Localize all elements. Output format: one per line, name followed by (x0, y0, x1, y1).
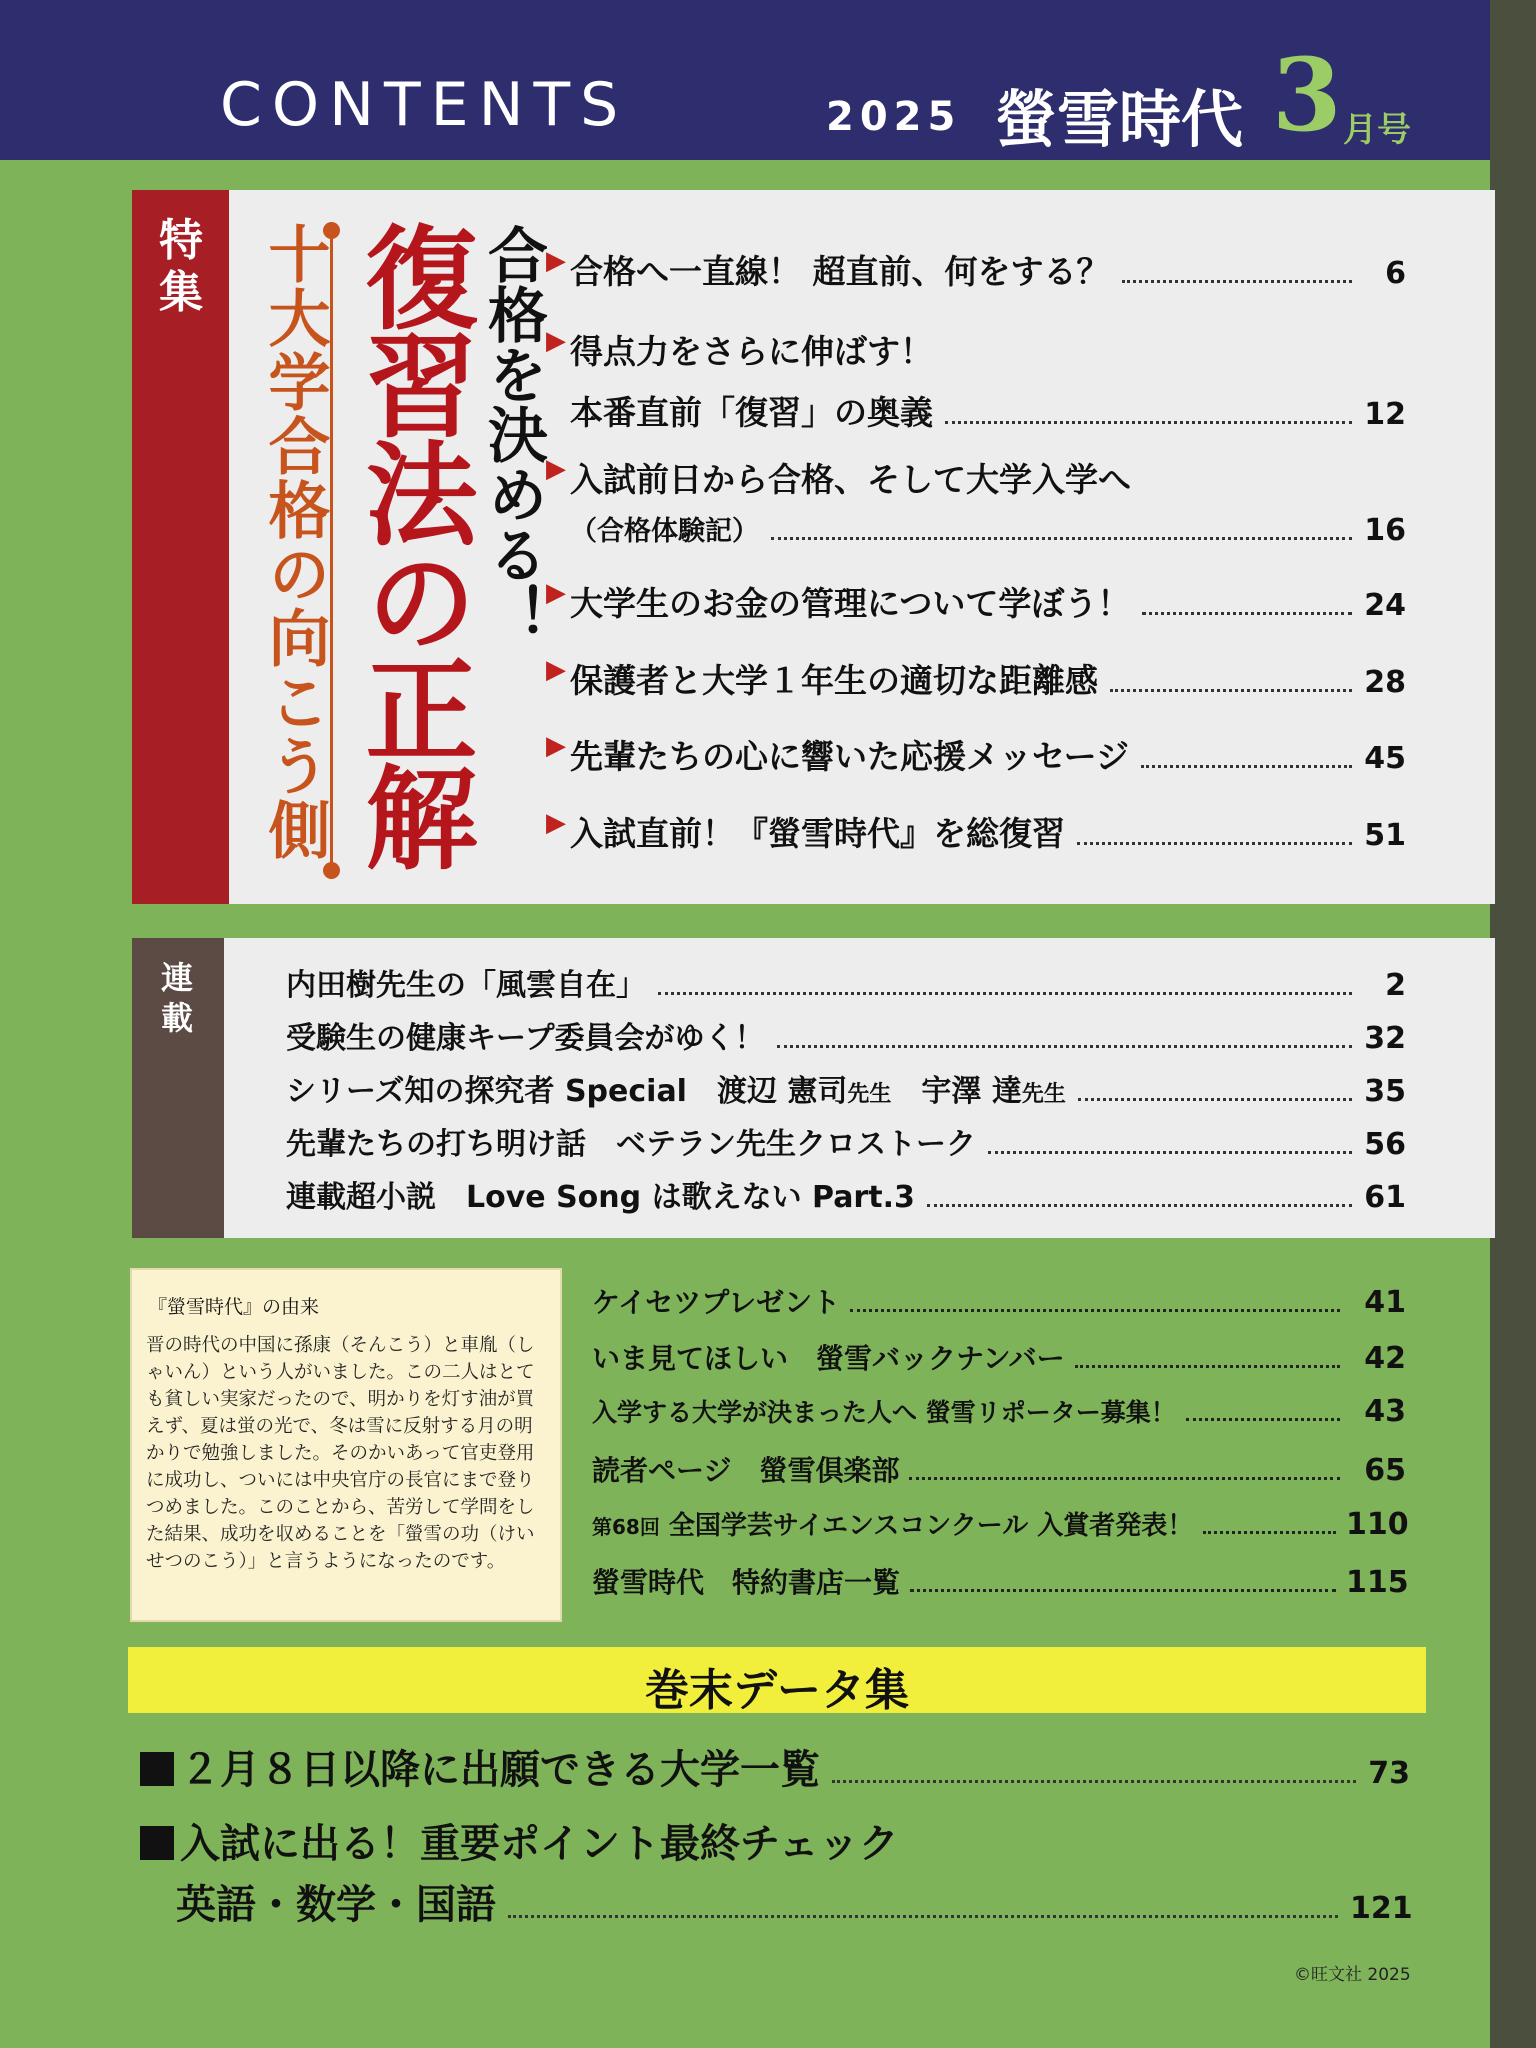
feature-item[interactable]: ▶ 得点力をさらに伸ばす！ 本番直前「復習」の奥義 12 (546, 326, 1406, 432)
serial-item[interactable]: 受験生の健康キープ委員会がゆく！ 32 (286, 1021, 1406, 1056)
issue-month: 3 (1272, 36, 1342, 154)
feature-title-lead: 合格を決める！ (478, 224, 548, 644)
square-bullet-icon (140, 1752, 174, 1786)
feature-item[interactable]: ▶ 先輩たちの心に響いた応援メッセージ 45 (546, 731, 1406, 776)
feature-title: 復習法の正解 (347, 220, 477, 868)
triangle-bullet-icon: ▶ (546, 246, 566, 276)
copyright: ©旺文社 2025 (1294, 1965, 1411, 1985)
triangle-bullet-icon: ▶ (546, 326, 566, 356)
name-origin-text: 晋の時代の中国に孫康（そんこう）と車胤（しゃいん）という人がいました。この二人はとても貧しい実家だったので、明かりを灯す油が買えず、夏は蛍の光で、冬は雪に反射する月の明かりで勉強しました。そのかいあって官吏登用に成功し、ついには中央官庁の長官にまで登りつめました。このことから、苦労して学問をした結果、成功を収めることを「螢雪の功（けいせつのこう）」と言うようになったのです。 (146, 1335, 535, 1572)
feature-item[interactable]: ▶ 保護者と大学１年生の適切な距離感 28 (546, 655, 1406, 700)
misc-item[interactable]: 螢雪時代 特約書店一覧 115 (592, 1565, 1409, 1600)
triangle-bullet-icon: ▶ (546, 731, 566, 761)
page-edge-shadow (1490, 0, 1536, 2048)
feature-item[interactable]: ▶ 大学生のお金の管理について学ぼう！ 24 (546, 578, 1406, 623)
triangle-bullet-icon: ▶ (546, 655, 566, 685)
triangle-bullet-icon: ▶ (546, 454, 566, 484)
divider-dot (323, 862, 340, 879)
misc-item[interactable]: 入学する大学が決まった人へ 螢雪リポーター募集！ 43 (592, 1394, 1406, 1429)
name-origin-title: 『螢雪時代』の由来 (148, 1296, 320, 1318)
issue-year: 2025 (826, 94, 962, 140)
data-item[interactable]: 入試に出る！重要ポイント最終チェック 英語・数学・国語 121 (140, 1812, 1410, 1930)
feature-item[interactable]: ▶ 合格へ一直線！ 超直前、何をする？ 6 (546, 246, 1406, 291)
misc-item[interactable]: ケイセツプレゼント 41 (592, 1285, 1406, 1320)
misc-item[interactable]: いま見てほしい 螢雪バックナンバー 42 (592, 1341, 1406, 1376)
feature-item[interactable]: ▶ 入試前日から合格、そして大学入学へ （合格体験記） 16 (546, 454, 1406, 548)
serial-item[interactable]: シリーズ知の探究者 Special 渡辺 憲司先生 宇澤 達先生 35 (286, 1074, 1406, 1109)
data-item[interactable]: ２月８日以降に出願できる大学一覧 73 (140, 1738, 1410, 1795)
contents-heading: CONTENTS (220, 70, 629, 140)
square-bullet-icon (140, 1826, 174, 1860)
serial-tab-label: 連 載 (160, 959, 193, 1037)
serial-item[interactable]: 先輩たちの打ち明け話 ベテラン先生クロストーク 56 (286, 1127, 1406, 1162)
serial-item[interactable]: 内田樹先生の「風雲自在」 2 (286, 968, 1406, 1003)
feature-subtitle: 十大学合格の向こう側 (258, 222, 331, 862)
data-section-title: 巻末データ集 (645, 1665, 909, 1716)
issue-month-suffix: 月号 (1343, 110, 1411, 150)
feature-item[interactable]: ▶ 入試直前！『螢雪時代』を総復習 51 (546, 808, 1406, 853)
misc-item[interactable]: 第68回 全国学芸サイエンスコンクール 入賞者発表！ 110 (592, 1507, 1409, 1542)
magazine-title: 螢雪時代 (995, 83, 1244, 156)
misc-item[interactable]: 読者ページ 螢雪倶楽部 65 (592, 1453, 1406, 1488)
triangle-bullet-icon: ▶ (546, 808, 566, 838)
triangle-bullet-icon: ▶ (546, 578, 566, 608)
serial-item[interactable]: 連載超小説 Love Song は歌えない Part.3 61 (286, 1180, 1406, 1215)
feature-tab-label: 特 集 (159, 215, 203, 318)
